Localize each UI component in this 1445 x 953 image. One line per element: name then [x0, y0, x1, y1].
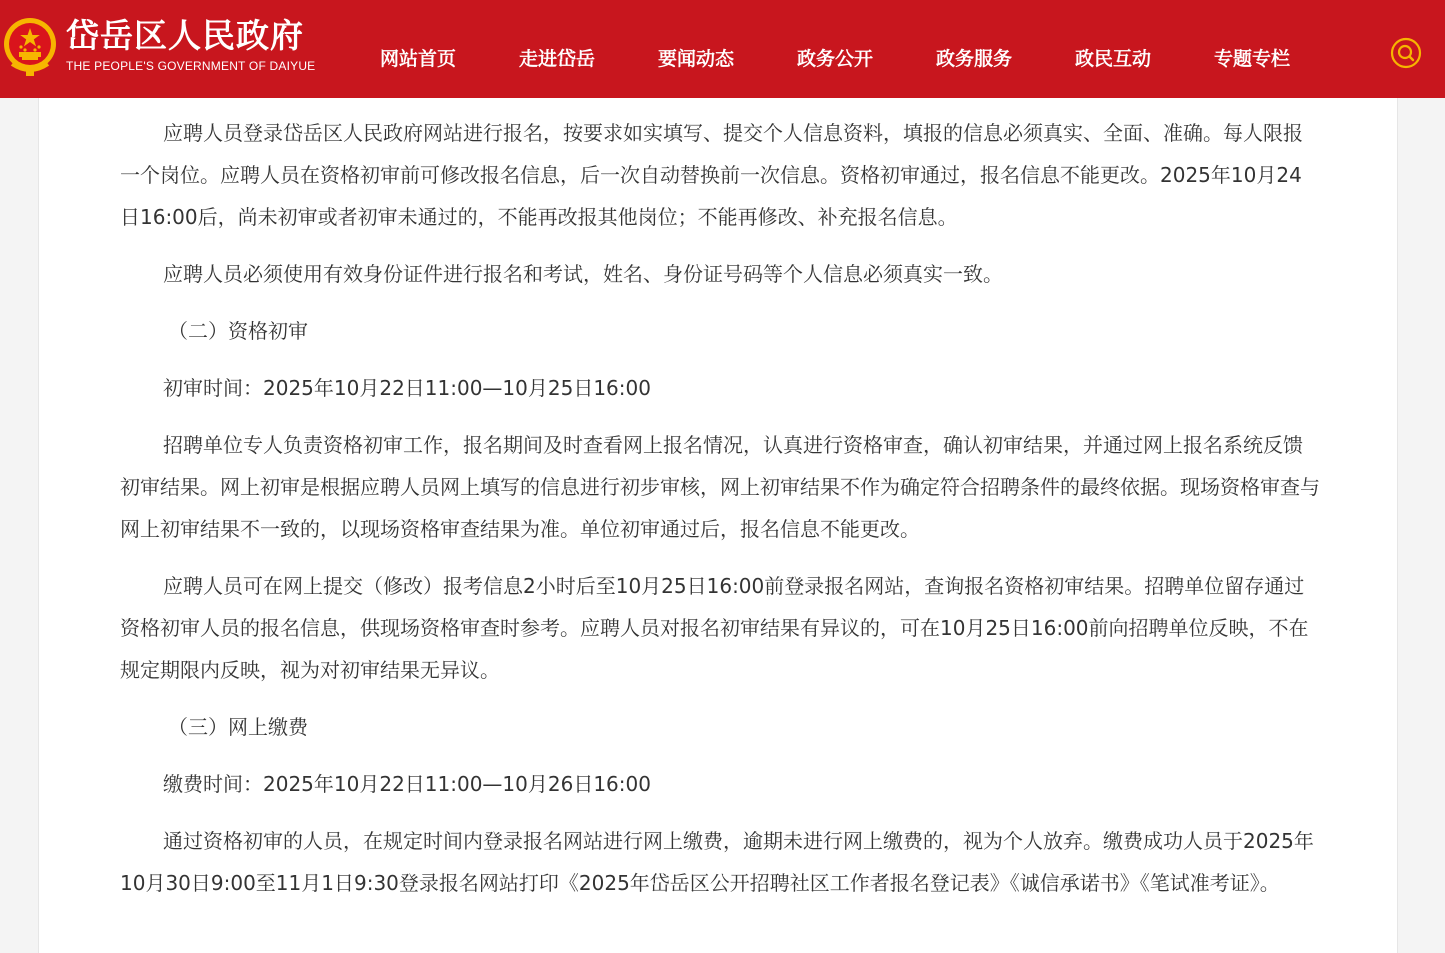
nav-item-home[interactable]: 网站首页 [380, 48, 457, 70]
nav-item-about-daiyue[interactable]: 走进岱岳 [519, 48, 596, 70]
site-header [0, 0, 1445, 98]
article-body [120, 112, 1320, 919]
nav-item-topics[interactable]: 专题专栏 [1214, 48, 1291, 70]
article-paragraph: 通过资格初审的人员，在规定时间内登录报名网站进行网上缴费，逾期未进行网上缴费的，视为个人放弃。缴费成功人员于2025年10月30日9:00至11月1日9:30登录报名网站打印《2025年岱岳区公开招聘社区工作者报名登记表》《诚信承诺书》《笔试准考证》。 [120, 829, 1314, 895]
article-paragraph: 初审时间：2025年10月22日11:00—10月25日16:00 [163, 376, 651, 400]
article-paragraph: 应聘人员必须使用有效身份证件进行报名和考试，姓名、身份证号码等个人信息必须真实一致。 [163, 262, 1003, 286]
site-subtitle: THE PEOPLE'S GOVERNMENT OF DAIYUE [66, 59, 316, 73]
search-icon[interactable] [1390, 37, 1422, 69]
nav-item-gov-disclosure[interactable]: 政务公开 [797, 48, 874, 70]
article-paragraph: 应聘人员登录岱岳区人民政府网站进行报名，按要求如实填写、提交个人信息资料，填报的信息必须真实、全面、准确。每人限报一个岗位。应聘人员在资格初审前可修改报名信息，后一次自动替换前一次信息。资格初审通过，报名信息不能更改。2025年10月24日16:00后，尚未初审或者初审未通过的，不能再改报其他岗位；不能再修改、补充报名信息。 [120, 121, 1303, 229]
section-heading: （二）资格初审 [168, 319, 308, 343]
article-paragraph: 缴费时间：2025年10月22日11:00—10月26日16:00 [163, 772, 651, 796]
site-title[interactable]: 岱岳区人民政府 [66, 16, 304, 55]
nav-item-gov-services[interactable]: 政务服务 [936, 48, 1013, 70]
article-paragraph: 应聘人员可在网上提交（修改）报考信息2小时后至10月25日16:00前登录报名网站，查询报名资格初审结果。招聘单位留存通过资格初审人员的报名信息，供现场资格审查时参考。应聘人员对报名初审结果有异议的，可在10月25日16:00前向招聘单位反映，不在规定期限内反映，视为对初审结果无异议。 [120, 574, 1309, 682]
nav-item-interaction[interactable]: 政民互动 [1075, 48, 1152, 70]
nav-item-news[interactable]: 要闻动态 [658, 48, 735, 70]
national-emblem-icon[interactable] [2, 16, 58, 78]
section-heading: （三）网上缴费 [168, 715, 308, 739]
article-paragraph: 招聘单位专人负责资格初审工作，报名期间及时查看网上报名情况，认真进行资格审查，确认初审结果，并通过网上报名系统反馈初审结果。网上初审是根据应聘人员网上填写的信息进行初步审核，网上初审结果不作为确定符合招聘条件的最终依据。现场资格审查与网上初审结果不一致的，以现场资格审查结果为准。单位初审通过后，报名信息不能更改。 [120, 433, 1320, 541]
content-panel [38, 98, 1398, 953]
